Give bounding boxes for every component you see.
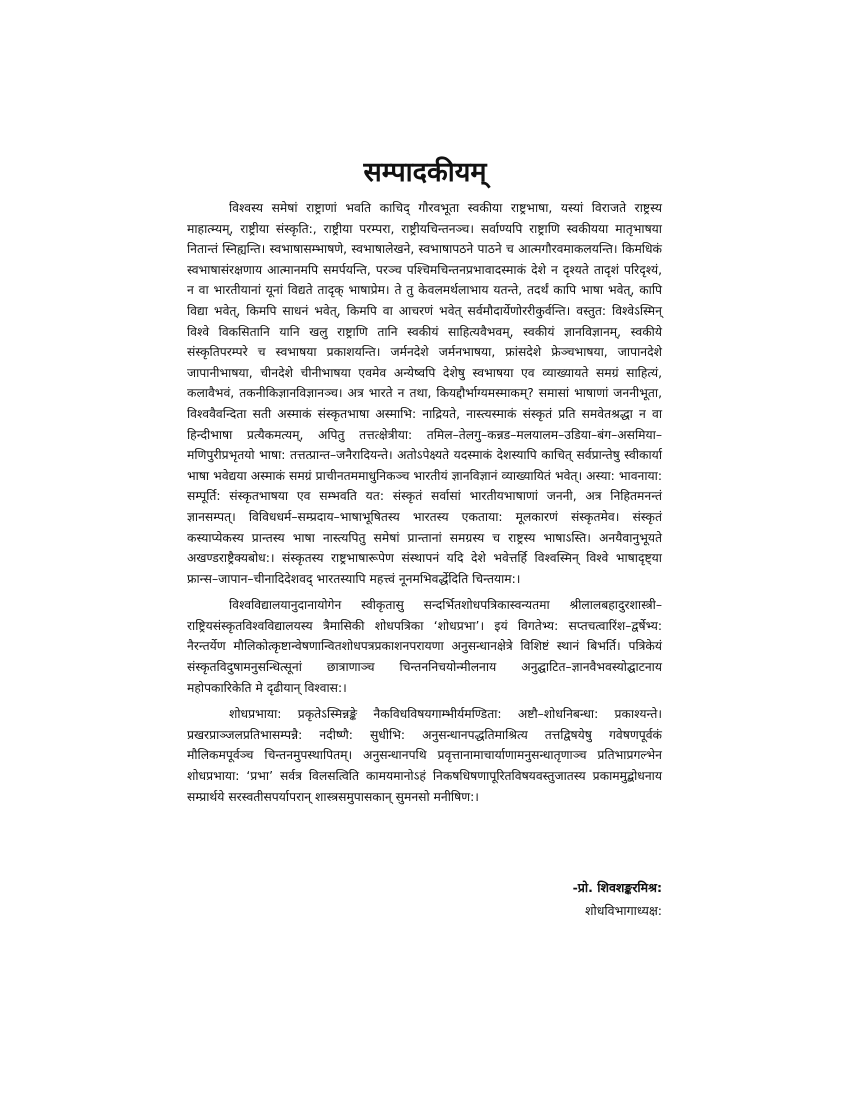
signature-name: -प्रो. शिवशङ्करमिश्र: — [572, 880, 662, 895]
paragraph-2: विश्वविद्यालयानुदानायोगेन स्वीकृतासु सन्दर्भितशोधपत्रिकास्वन्यतमा श्रीलालबहादुरशास्त्री–राष्ट्रियसंस्कृतविश्वविद्यालयस्य त्रैमासिकी शोधपत्रिका ‘शोधप्रभा’। इयं विगतेभ्य: सप्तचत्वारिंश–द्वर्षेभ्य: नैरन्तर्येण मौलिकोत्कृष्टान्वेषणान्वितशोधपत्रप्रकाशनपरायणा अनुसन्धानक्षेत्रे विशिष्टं स्थानं बिभर्ति। पत्रिकेयं संस्कृतविदुषामनुसन्धित्सूनां छात्राणाञ्च चिन्तननिचयोन्मीलनाय अनुद्घाटित–ज्ञानवैभवस्योद्घाटनाय महोपकारिकेति मे दृढीयान् विश्वास:। — [187, 598, 662, 695]
signature-role: शोधविभागाध्यक्ष: — [584, 903, 662, 918]
paragraph-1: विश्वस्य समेषां राष्ट्राणां भवति काचिद् गौरवभूता स्वकीया राष्ट्रभाषा, यस्यां विराजते राष्ट्रस्य माहात्म्यम्, राष्ट्रीया संस्कृति:, राष्ट्रीया परम्परा, राष्ट्रीयचिन्तनञ्च। सर्वाण्यपि राष्ट्राणि स्वकीयया मातृभाषया नितान्तं स्निह्यन्ति। स्वभाषासम्भाषणे, स्वभाषालेखने, स्वभाषापठने पाठने च आत्मगौरवमाकलयन्ति। किमधिकं स्वभाषासंरक्षणाय आत्मानमपि समर्पयन्ति, परञ्च पश्चिमचिन्तनप्रभावादस्माकं देशे न दृश्यते तादृशं परिदृश्यं, न वा भारतीयानां यूनां विद्यते तादृक् भाषाप्रेम। ते तु केवलमर्थलाभाय यतन्ते, तदर्थं कापि भाषा भवेत्, कापि विद्या भवेत्, किमपि साधनं भवेत्, किमपि वा आचरणं भवेत् सर्वमौदार्येणोररीकुर्वन्ति। वस्तुत: विश्वेऽस्मिन् विश्वे विकसितानि यानि खलु राष्ट्राणि तानि स्वकीयं साहित्यवैभवम्, स्वकीयं ज्ञानविज्ञानम्, स्वकीये संस्कृतिपरम्परे च स्वभाषया प्रकाशयन्ति। जर्मनदेशे जर्मनभाषया, फ्रांसदेशे फ्रेञ्चभाषया, जापानदेशे जापानीभाषया, चीनदेशे चीनीभाषया एवमेव अन्येष्वपि देशेषु स्वभाषया एव व्याख्यायते समग्रं साहित्यं, कलावैभवं, तकनीकिज्ञानविज्ञानञ्च। अत्र भारते न तथा, कियद्दौर्भाग्यमस्माकम्? समासां भाषाणां जननीभूता, विश्ववैवन्दिता सती अस्माकं संस्कृतभाषा अस्माभि: नाद्रियते, नास्त्यस्माकं संस्कृतं प्रति समवेतश्रद्धा न वा हिन्दीभाषा प्रत्यैकमत्यम्, अपितु तत्तत्क्षेत्रीया: तमिल–तेलगु–कन्नड–मलयालम–उडिया–बंग–असमिया–मणिपुरीप्रभृतयो भाषा: तत्तत्प्रान्त–जनैरादियन्ते। अतोऽपेक्ष्यते यदस्माकं देशस्यापि काचित् सर्वप्रान्तेषु स्वीकार्या भाषा भवेद्यया अस्माकं समग्रं प्राचीनतममाधुनिकञ्च भारतीयं ज्ञानविज्ञानं व्याख्यायितं भवेत्। अस्या: भावनाया: सम्पूर्ति: संस्कृतभाषया एव सम्भवति यत: संस्कृतं सर्वासां भारतीयभाषाणां जननी, अत्र निहितमनन्तं ज्ञानसम्पत्। विविधधर्म–सम्प्रदाय–भाषाभूषितस्य भारतस्य एकताया: मूलकारणं संस्कृतमेव। संस्कृतं कस्याप्येकस्य प्रान्तस्य भाषा नास्त्यपितु समेषां प्रान्तानां समग्रस्य च राष्ट्रस्य भाषाऽस्ति। अनयैवानुभूयते अखण्डराष्ट्रैक्यबोध:। संस्कृतस्य राष्ट्रभाषारूपेण संस्थापनं यदि देशे भवेत्तर्हि विश्वस्मिन् विश्वे भाषादृष्ट्या फ्रान्स–जापान–चीनादिदेशवद् भारतस्यापि महत्त्वं नूनमभिवर्द्धेदिति चिन्तयाम:। — [187, 201, 662, 586]
paragraph-3: शोधप्रभाया: प्रकृतेऽस्मिन्नङ्के नैकविधविषयगाम्भीर्यमण्डिता: अष्टौ–शोधनिबन्धा: प्रकाश्यन्ते। प्रखरप्राञ्जलप्रतिभासम्पन्नै: नदीष्णै: सुधीभि: अनुसन्धानपद्धतिमाश्रित्य तत्तद्विषयेषु गवेषणपूर्वकं मौलिकमपूर्वञ्च चिन्तनमुपस्थापितम्। अनुसन्धानपथि प्रवृत्तानामाचार्याणामनुसन्धातृणाञ्च प्रतिभाप्रगल्भेन शोधप्रभाया: ‘प्रभा’ सर्वत्र विलसत्विति कामयमानोऽहं निकषधिषणापूरितविषयवस्तुजातस्य प्रकाममुद्बोधनाय सम्प्रार्थये सरस्वतीसपर्यापरान् शास्त्रसमुपासकान् सुमनसो मनीषिण:। — [187, 707, 662, 804]
page-title: सम्पादकीयम् — [363, 157, 487, 188]
editorial-body — [187, 198, 662, 813]
